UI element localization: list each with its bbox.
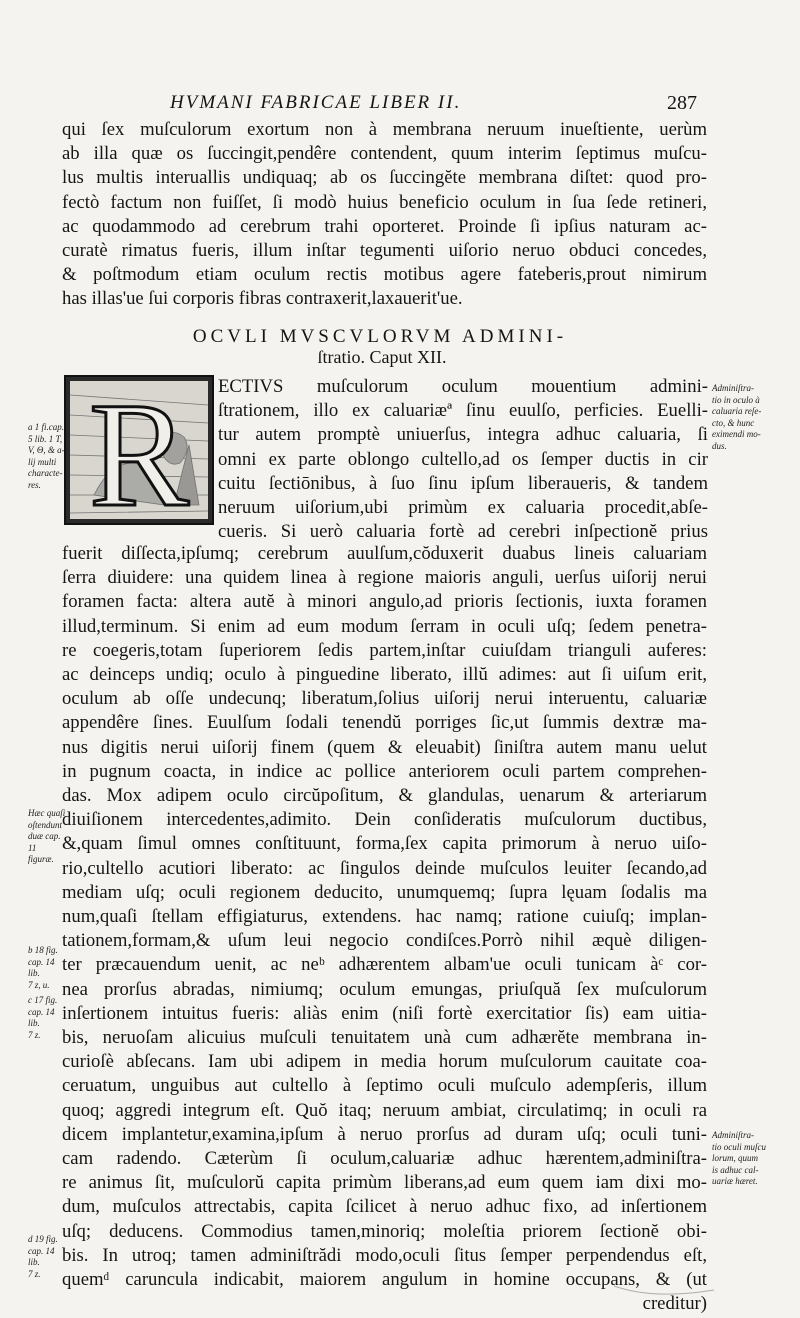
marginal-note-line: cto, & hunc	[712, 417, 755, 428]
left-marginal-note-c	[28, 995, 66, 1041]
chapter-body	[62, 542, 707, 1317]
text-line: oculum ab oſſe undecunq; liberatum,ſolius uiſorij nerui interuentu, caluariæ	[62, 688, 707, 710]
text-line: cam radendo. Cæterùm ſi oculum,caluariæ adhuc hærentem,adminiſtra-	[62, 1148, 707, 1170]
marginal-note-line: 5 lib. 1 T,	[28, 433, 63, 444]
ink-stroke	[612, 1266, 732, 1306]
marginal-note-line: is adhuc cal-	[712, 1164, 759, 1175]
right-marginal-note-2	[712, 1130, 792, 1188]
initial-letter: R	[88, 375, 190, 525]
text-line: omni ex parte oblongo cultello,ad os ſemper ductis in cir	[218, 448, 708, 470]
marginal-note-line: d 19 fig.	[28, 1234, 58, 1244]
text-line: uſq; deducens. Commodius tamen,minoriq; moleſtia priorem ſectionĕ obi-	[62, 1220, 707, 1242]
text-line: tur autem promptè uniuerſus, integra adhuc caluaria, ſi	[218, 424, 708, 446]
chapter-subheading: ſtratio. Caput XII.	[317, 347, 447, 367]
text-line: quoq; aggredi integrum eſt. Quŏ itaq; neruum ambiat, circulatimq; in oculi ra	[62, 1099, 707, 1121]
text-line: ter præcauendum uenit, ac neᵇ adhærentem albam'ue oculi tunicam àᶜ cor-	[62, 954, 707, 976]
left-marginal-note-b	[28, 945, 66, 991]
marginal-note-line: characte-	[28, 468, 63, 478]
left-marginal-note-a	[28, 422, 66, 491]
text-line: fuerit diſſecta,ipſumq; cerebrum auulſum,cŏduxerit duabus lineis caluariam	[62, 543, 707, 564]
text-line: has illas'ue ſui corporis fibras contraxerit,laxauerit'ue.	[62, 288, 463, 310]
text-line: ceruatum, unguibus aut cultello à ſeptimo oculi muſculo adempſeris, illum	[62, 1075, 707, 1097]
marginal-note-line: res.	[28, 479, 41, 490]
text-line: creditur)	[642, 1293, 707, 1315]
marginal-note-line: Hæc quaſi	[28, 808, 66, 818]
text-line: das. Mox adipem oculo circŭpoſitum, & glandulas, uenarum & arteriarum	[62, 785, 707, 807]
text-line: ac deinceps undiq; oculo à pinguedine liberato, illŭ adimes: aut ſi uiſum erit,	[62, 664, 707, 686]
marginal-note-line: c 17 fig.	[28, 995, 58, 1005]
text-line: ab illa quæ os ſuccingit,pendêre contendent, quum interim ſeptimus muſcu-	[62, 143, 707, 165]
text-line: ſerra diuidere: una quidem linea à regione maioris anguli, uerſus uiſorij nerui	[62, 567, 707, 589]
text-line: foramen facta: altera autĕ à minori angulo,ad prioris ſectionis, iuxta foramen	[62, 591, 707, 613]
marginal-note-line: duæ cap. 11	[28, 831, 61, 853]
woodcut-initial-r	[64, 375, 214, 525]
text-line: lus multis interuallis undiquaq; ab os ſuccingĕte membrana diſtet: quod pro-	[62, 167, 707, 189]
marginal-note-line: uariæ hæret.	[712, 1176, 758, 1186]
marginal-note-line: caluaria reſe-	[712, 406, 762, 416]
chapter-opening-lines	[218, 375, 708, 544]
marginal-note-line: tio oculi muſcu	[712, 1141, 766, 1152]
text-line: nea prorſus abradas, nimiumq; oculum emungas, priuſquă ſex muſculorum	[62, 978, 707, 1000]
text-line: qui ſex muſculorum exortum non à membrana neruum inueſtiente, uerùm	[62, 119, 707, 140]
text-line: ſtrationem, illo ex caluariæª ſinu euulſo, perficies. Euelli-	[218, 400, 708, 422]
marginal-note-line: 7 z.	[28, 1268, 41, 1279]
marginal-note-line: Adminiſtra-	[712, 1130, 754, 1140]
text-line: num,quaſi ſtellam effigiaturus, extendens. hac namq; ratione cuiuſq; implan-	[62, 906, 707, 928]
text-line: ECTIVS muſculorum oculum mouentium admini-	[218, 376, 708, 397]
left-marginal-note-d	[28, 1234, 66, 1280]
continuation-paragraph	[62, 118, 707, 312]
left-marginal-note-hec	[28, 808, 66, 866]
text-line: diuiſionem intercedentes,adimito. Dein conſideratis muſculorum ductibus,	[62, 809, 707, 831]
marginal-note-line: Adminiſtra-	[712, 383, 754, 393]
text-line: curioſè abſecans. Iam ubi adipem in media horum muſculorum cauitate coa-	[62, 1051, 707, 1073]
text-line: &,quam ſimul omnes conſtituunt, forma,ſex capita primorum à neruo uiſo-	[62, 833, 707, 855]
marginal-note-line: 7 z.	[28, 1029, 41, 1040]
chapter-heading: OCVLI MVSCVLORVM ADMINI-	[192, 326, 568, 347]
text-line: fectò factum non fuiſſet, ſi modò huius beneficio oculum in ſua ſede retineri,	[62, 191, 707, 213]
marginal-note-line: dus.	[712, 440, 727, 451]
text-line: nus digitis nerui uiſorij finem (quem & eleuabit) ſiniſtra autem manu uelut	[62, 736, 707, 758]
marginal-note-line: lorum, quum	[712, 1153, 759, 1163]
text-line: appendêre ſines. Euulſum ſodali tenendŭ porriges ſic,ut ſummis dextræ ma-	[62, 712, 707, 734]
text-line: cuitu ſectiōnibus, à ſuo ſinu ipſum liberaueris, & tandem	[218, 472, 708, 494]
text-line: quemᵈ caruncula indicabit, maiorem angulum in homine occupans, & (ut	[62, 1269, 707, 1291]
right-marginal-note-1	[712, 383, 792, 452]
marginal-note-line: a 1 fi.cap.	[28, 422, 64, 432]
marginal-note-line: oſtendunt	[28, 819, 62, 830]
text-line: re coegeris,totam ſuperiorem ſedis partem,inſtar cuiuſdam trianguli auferes:	[62, 639, 707, 661]
text-line: in pugnum coacta, in indice ac pollice anteriorem oculi partem comprehen-	[62, 760, 707, 782]
marginal-note-line: lij multi	[28, 456, 57, 467]
text-line: curatè rimatus fueris, illum inſtar tegumenti uiſorio neruo obduci concedes,	[62, 240, 707, 262]
text-line: dicem implantetur,examina,ipſum à neruo prorſus ad duram uſq; oculi tuni-	[62, 1123, 707, 1145]
text-line: dum, muſculos attrectabis, capita ſcilicet à neruo adhuc fixo, ad inſertionem	[62, 1196, 707, 1218]
marginal-note-line: eximendi mo-	[712, 429, 761, 439]
text-line: tationem,formam,& uſum leui negocio condiſces.Porrò nihil æquè diligen-	[62, 930, 707, 952]
text-line: cueris. Si uerò caluaria fortè ad cerebri inſpectionĕ prius	[218, 521, 708, 543]
text-line: rio,cultello acutiori liberato: ac ſingulos deinde muſculos leuiter ſecando,ad	[62, 857, 707, 879]
marginal-note-line: 7 z, u.	[28, 979, 50, 990]
marginal-note-line: cap. 14 lib.	[28, 1006, 55, 1028]
text-line: neruum uiſorium,ubi primùm ex caluaria procedit,abſe-	[218, 497, 708, 519]
text-line: re animus ſit, muſculorŭ capita primùm liberans,ad eum quem iam dixi mo-	[62, 1172, 707, 1194]
marginal-note-line: figuræ.	[28, 854, 54, 864]
text-line: bis, neruoſam alicuius muſculi tenuitatem unà cum adhærĕte membrana in-	[62, 1027, 707, 1049]
page-number: 287	[667, 92, 697, 114]
text-line: bis. In utroq; tamen adminiſtrădi modo,oculi ſitus ſemper perpendendus eſt,	[62, 1244, 707, 1266]
text-line: ac quodammodo ad cerebrum trahi oporteret. Proinde ſi ipſius naturam ac-	[62, 215, 707, 237]
marginal-note-line: V, Θ, & a-	[28, 445, 65, 455]
text-line: mediam uſq; oculi regionem deducito, unumquemq; ſupra lęuam ſodalis ma	[62, 881, 707, 903]
marginal-note-line: b 18 fig.	[28, 945, 58, 955]
text-line: & poſtmodum etiam oculum rectis motibus agere fateberis,prout nimirum	[62, 264, 707, 286]
running-head: HVMANI FABRICAE LIBER II.	[170, 92, 462, 113]
text-line: inſertionem intuitus fueris: aliàs enim (niſi fortè exercitatior ſis) eam uitia-	[62, 1002, 707, 1024]
text-line: illud,terminum. Si enim ad eum modum ſerram in oculi uſq; ſedem penetra-	[62, 615, 707, 637]
marginal-note-line: tio in oculo à	[712, 394, 760, 405]
marginal-note-line: cap. 14 lib.	[28, 956, 55, 978]
marginal-note-line: cap. 14 lib.	[28, 1245, 55, 1267]
